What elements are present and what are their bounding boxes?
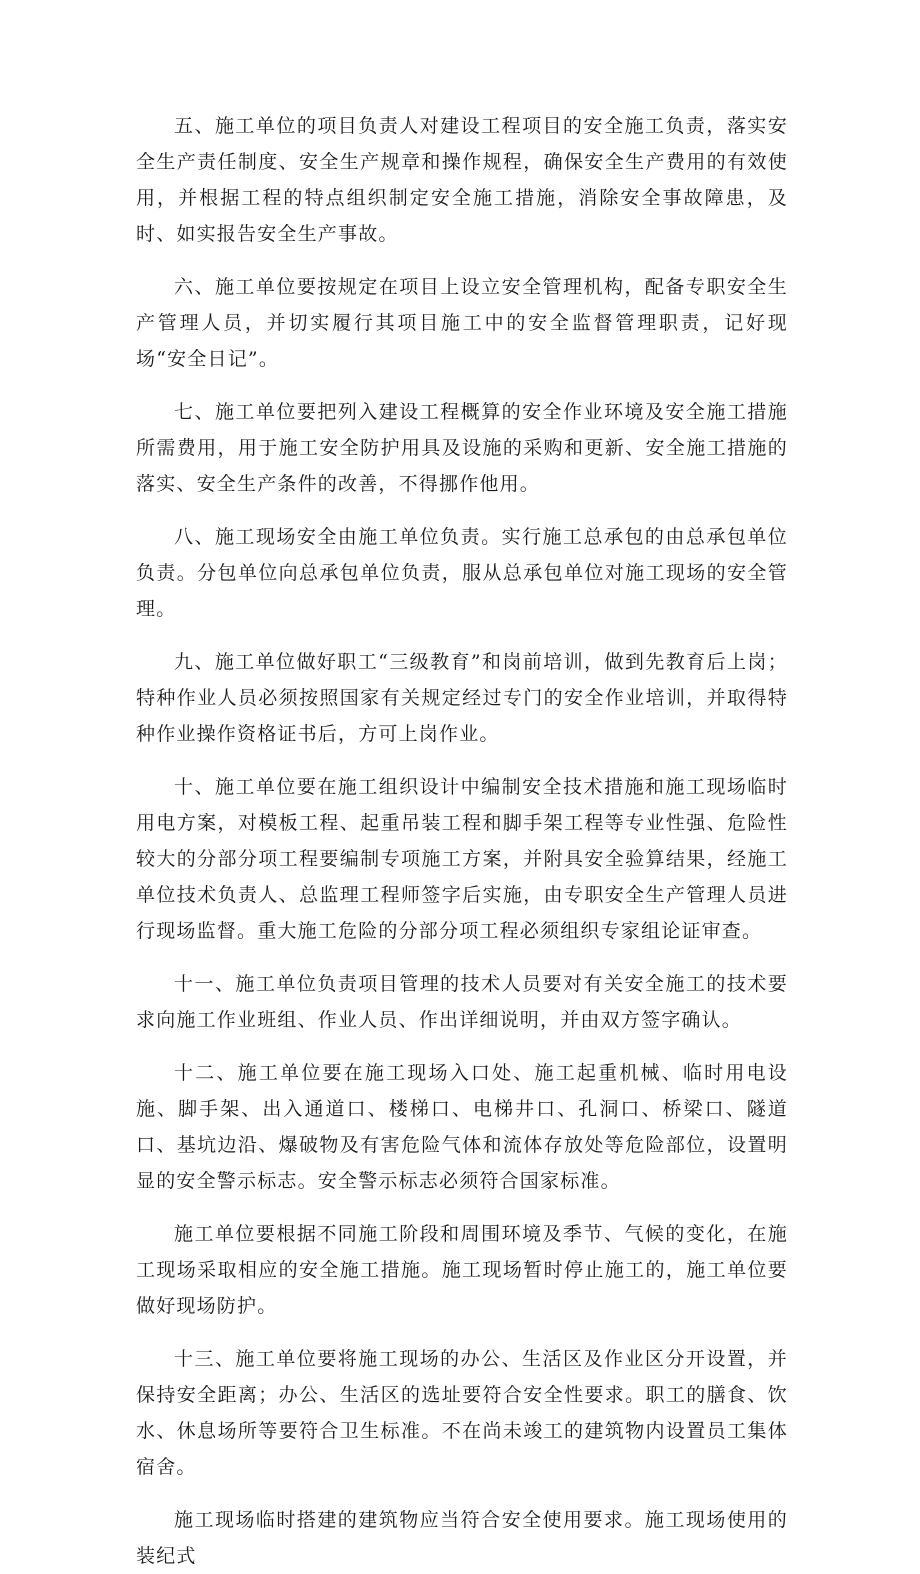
- paragraph-9: 九、施工单位做好职工“三级教育”和岗前培训，做到先教育后上岗；特种作业人员必须按照国家有关规定经过专门的安全作业培训，并取得特种作业操作资格证书后，方可上岗作业。: [136, 651, 788, 745]
- paragraph-7: 七、施工单位要把列入建设工程概算的安全作业环境及安全施工措施所需费用，用于施工安全防护用具及设施的采购和更新、安全施工措施的落实、安全生产条件的改善，不得挪作他用。: [136, 401, 788, 495]
- paragraph-10: 十、施工单位要在施工组织设计中编制安全技术措施和施工现场临时用电方案，对模板工程、起重吊装工程和脚手架工程等专业性强、危险性较大的分部分项工程要编制专项施工方案，并附具安全验算结果，经施工单位技术负责人、总监理工程师签字后实施，由专职安全生产管理人员进行现场监督。重大施工危险的分部分项工程必须组织专家组论证审查。: [136, 776, 788, 942]
- paragraph-12-supplement: 施工单位要根据不同施工阶段和周围环境及季节、气候的变化，在施工现场采取相应的安全施工措施。施工现场暂时停止施工的，施工单位要做好现场防护。: [136, 1223, 788, 1317]
- paragraph-6: 六、施工单位要按规定在项目上设立安全管理机构，配备专职安全生产管理人员，并切实履行其项目施工中的安全监督管理职责，记好现场“安全日记”。: [136, 276, 788, 370]
- paragraph-8: 八、施工现场安全由施工单位负责。实行施工总承包的由总承包单位负责。分包单位向总承包单位负责，服从总承包单位对施工现场的安全管理。: [136, 526, 788, 620]
- paragraph-12: 十二、施工单位要在施工现场入口处、施工起重机械、临时用电设施、脚手架、出入通道口、楼梯口、电梯井口、孔洞口、桥梁口、隧道口、基坑边沿、爆破物及有害危险气体和流体存放处等危险部位，设置明显的安全警示标志。安全警示标志必须符合国家标准。: [136, 1062, 788, 1192]
- paragraph-13: 十三、施工单位要将施工现场的办公、生活区及作业区分开设置，并保持安全距离；办公、生活区的选址要符合安全性要求。职工的膳食、饮水、休息场所等要符合卫生标准。不在尚未竣工的建筑物内设置员工集体宿舍。: [136, 1348, 788, 1478]
- paragraph-5: 五、施工单位的项目负责人对建设工程项目的安全施工负责，落实安全生产责任制度、安全生产规章和操作规程，确保安全生产费用的有效使用，并根据工程的特点组织制定安全施工措施，消除安全事故障患，及时、如实报告安全生产事故。: [136, 115, 788, 245]
- paragraph-13-supplement: 施工现场临时搭建的建筑物应当符合安全使用要求。施工现场使用的装纪式: [136, 1509, 788, 1567]
- paragraph-11: 十一、施工单位负责项目管理的技术人员要对有关安全施工的技术要求向施工作业班组、作业人员、作出详细说明，并由双方签字确认。: [136, 973, 788, 1031]
